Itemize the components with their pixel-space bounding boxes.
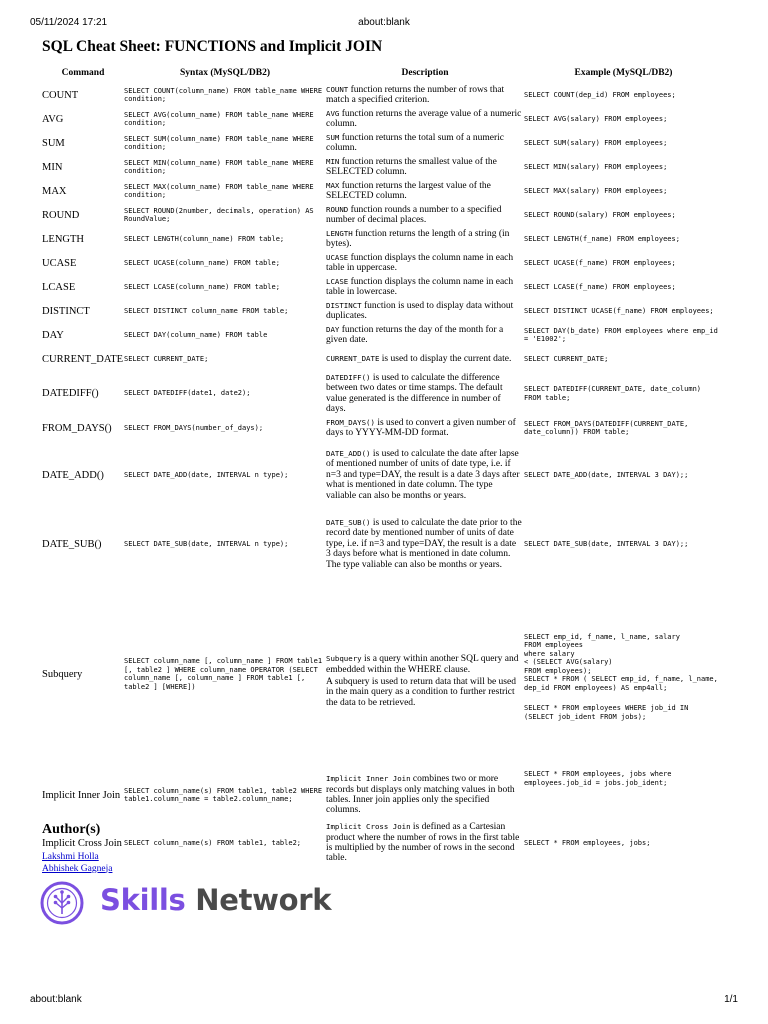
column-header-command: Command — [61, 68, 105, 78]
description-cell — [326, 323, 524, 347]
syntax-cell: SELECT column_name(s) FROM table1, table2 WHERE table1.column_name = table2.column_name; — [124, 786, 323, 803]
example-cell: SELECT LENGTH(f_name) FROM employees; — [524, 234, 680, 243]
description-cell: A subquery is used to return data that will be used in the main query as a condition to further restrict the data to be retrieved. — [326, 677, 516, 708]
description-code: DAY — [326, 324, 340, 334]
description-cell — [326, 83, 524, 107]
table-row — [42, 371, 723, 416]
description-text: combines two or more records but displays only matching values in both tables. Inner join applies only the specified columns. — [326, 774, 515, 816]
description-text: is used to display the current date. — [379, 353, 512, 364]
syntax-cell: SELECT column_name(s) FROM table1, table2; — [124, 838, 302, 847]
footer-url: about:blank — [30, 994, 82, 1005]
syntax-cell: SELECT DAY(column_name) FROM table — [124, 330, 268, 339]
syntax-cell: SELECT MAX(column_name) FROM table_name WHERE condition; — [124, 182, 314, 199]
syntax-cell: SELECT MIN(column_name) FROM table_name WHERE condition; — [124, 158, 314, 175]
description-cell — [326, 131, 524, 155]
description-code: ROUND — [326, 204, 349, 214]
syntax-cell: SELECT DISTINCT column_name FROM table; — [124, 306, 289, 315]
command-cell: Subquery — [42, 668, 83, 680]
command-cell: DATEDIFF() — [42, 388, 99, 399]
syntax-cell: SELECT ROUND(2number, decimals, operation) AS RoundValue; — [124, 206, 314, 223]
description-code: DATE_SUB() — [326, 517, 371, 527]
example-cell: SELECT MAX(salary) FROM employees; — [524, 186, 668, 195]
syntax-cell: SELECT AVG(column_name) FROM table_name WHERE condition; — [124, 110, 314, 127]
description-cell — [326, 155, 524, 179]
example-cell: SELECT DATE_SUB(date, INTERVAL 3 DAY);; — [524, 539, 689, 548]
description-text: function returns the length of a string (in bytes). — [326, 228, 510, 249]
description-cell — [326, 275, 524, 299]
command-cell: DAY — [42, 329, 64, 341]
description-text: function returns the smallest value of the SELECTED column. — [326, 156, 497, 177]
skills-network-logo-icon — [40, 881, 84, 925]
example-cell: SELECT DAY(b_date) FROM employees where emp_id = 'E1002'; — [524, 326, 718, 343]
table-row — [42, 251, 723, 275]
table-header-row — [42, 66, 723, 83]
example-cell: SELECT FROM_DAYS(DATEDIFF(CURRENT_DATE, date_column)) FROM table; — [524, 419, 689, 436]
description-cell — [326, 770, 524, 820]
syntax-cell: SELECT SUM(column_name) FROM table_name WHERE condition; — [124, 134, 314, 151]
command-cell: SUM — [42, 137, 65, 149]
description-code: Subquery — [326, 654, 362, 664]
author-link-abhishek-gagneja[interactable]: Abhishek Gagneja — [42, 863, 113, 874]
print-header — [30, 17, 738, 31]
table-body — [42, 83, 723, 866]
description-cell — [326, 510, 524, 578]
description-text: function rounds a number to a specified number of decimal places. — [326, 204, 502, 225]
table-row — [42, 440, 723, 510]
description-code: LENGTH — [326, 228, 353, 238]
command-cell: DATE_SUB() — [42, 538, 102, 550]
description-text: function is used to display data without duplicates. — [326, 300, 514, 321]
command-cell: LENGTH — [42, 233, 84, 245]
description-text: function returns the average value of a numeric column. — [326, 108, 522, 129]
description-code: DATE_ADD() — [326, 448, 371, 458]
table-row-implicit-cross-join — [42, 820, 723, 866]
command-cell: Implicit Inner Join — [42, 789, 121, 801]
description-cell — [326, 179, 524, 203]
print-url: about:blank — [358, 17, 410, 28]
description-cell — [326, 440, 524, 510]
skills-network-wordmark: Skills Network — [100, 883, 332, 917]
table-row — [42, 275, 723, 299]
table-row — [42, 155, 723, 179]
description-code: CURRENT_DATE — [326, 353, 380, 363]
table-row — [42, 299, 723, 323]
description-text: function displays the column name in each table in lowercase. — [326, 276, 514, 297]
command-cell: UCASE — [42, 257, 77, 269]
description-text: function returns the largest value of the SELECTED column. — [326, 180, 491, 201]
syntax-cell: SELECT column_name [, column_name ] FROM table1 [, table2 ] WHERE column_name OPERATOR (SELECT column_name [, column_name ] FROM table1 [, table2 ] [WHERE]) — [124, 657, 323, 691]
description-text: function returns the day of the month for a given date. — [326, 324, 504, 345]
column-header-description: Description — [401, 68, 449, 78]
description-cell — [326, 107, 524, 131]
example-cell: SELECT DISTINCT UCASE(f_name) FROM employees; — [524, 306, 714, 315]
syntax-cell: SELECT LCASE(column_name) FROM table; — [124, 282, 280, 291]
description-text: is a query within another SQL query and embedded within the WHERE clause. — [326, 654, 519, 675]
description-cell — [326, 227, 524, 251]
example-line: FROM employees — [524, 641, 584, 649]
example-line: SELECT emp_id, f_name, l_name, salary — [524, 632, 680, 641]
example-text: SELECT * FROM employees WHERE job_id IN (SELECT job_ident FROM jobs); — [524, 704, 689, 721]
table-row — [42, 323, 723, 347]
example-cell: SELECT AVG(salary) FROM employees; — [524, 114, 668, 123]
description-code: MIN — [326, 156, 340, 166]
command-cell: ROUND — [42, 209, 80, 221]
syntax-cell: SELECT FROM_DAYS(number_of_days); — [124, 423, 264, 432]
command-cell: DATE_ADD() — [42, 469, 104, 481]
syntax-cell: SELECT COUNT(column_name) FROM table_name WHERE condition; — [124, 86, 323, 103]
description-code: Implicit Cross Join — [326, 822, 411, 832]
command-cell: COUNT — [42, 89, 79, 101]
example-cell: SELECT * FROM employees, jobs where employees.job_id = jobs.job_ident; — [524, 770, 672, 787]
column-header-example: Example (MySQL/DB2) — [574, 68, 673, 78]
description-cell — [326, 251, 524, 275]
table-row — [42, 227, 723, 251]
example-cell: SELECT DATE_ADD(date, INTERVAL 3 DAY);; — [524, 470, 689, 479]
table-row — [42, 131, 723, 155]
description-code: Implicit Inner Join — [326, 774, 411, 784]
example-cell: SELECT COUNT(dep_id) FROM employees; — [524, 90, 676, 99]
command-cell: MAX — [42, 185, 67, 197]
table-row — [42, 203, 723, 227]
table-row — [42, 416, 723, 440]
description-code: COUNT — [326, 84, 349, 94]
example-line: < (SELECT AVG(salary) — [524, 658, 613, 666]
description-cell — [326, 820, 524, 866]
table-row-implicit-inner-join — [42, 770, 723, 820]
description-cell — [326, 299, 524, 323]
description-code: DATEDIFF() — [326, 372, 371, 382]
description-text: is used to calculate the date after lapse of mentioned number of units of date type, i.e. if n=3 and type=DAY, the result is a date 3 days after what is mentioned in date column. The type valiable can also be months or years. — [326, 448, 520, 501]
description-cell — [326, 347, 524, 371]
command-cell: FROM_DAYS() — [42, 422, 112, 434]
example-cell — [524, 675, 723, 770]
description-text: is used to convert a given number of days to YYYY-MM-DD format. — [326, 417, 516, 438]
page-title: SQL Cheat Sheet: FUNCTIONS and Implicit JOIN — [42, 38, 383, 55]
command-cell: CURRENT_DATE — [42, 353, 124, 365]
cheat-sheet-table — [42, 66, 723, 866]
table-row — [42, 510, 723, 578]
description-text: function returns the total sum of a numeric column. — [326, 132, 504, 153]
command-cell: MIN — [42, 161, 63, 173]
example-cell — [524, 578, 723, 675]
description-cell — [326, 578, 524, 675]
description-code: AVG — [326, 108, 340, 118]
description-text: is used to calculate the difference between two dates or time stamps. The default value generated is the difference in number of days. — [326, 372, 503, 414]
skills-network-logo — [40, 880, 730, 926]
command-cell: LCASE — [42, 281, 76, 293]
table-row — [42, 83, 723, 107]
command-cell: Implicit Cross Join — [42, 837, 122, 849]
description-code: LCASE — [326, 276, 349, 286]
syntax-cell: SELECT DATEDIFF(date1, date2); — [124, 389, 251, 398]
print-timestamp: 05/11/2024 17:21 — [30, 17, 108, 28]
authors-heading: Author(s) — [42, 822, 101, 837]
page-number: 1/1 — [724, 994, 738, 1005]
table-row — [42, 347, 723, 371]
description-cell — [326, 203, 524, 227]
description-text: function displays the column name in each table in uppercase. — [326, 252, 514, 273]
description-code: MAX — [326, 180, 340, 190]
column-header-syntax: Syntax (MySQL/DB2) — [180, 68, 270, 78]
print-footer — [30, 994, 738, 1008]
command-cell: AVG — [42, 113, 64, 125]
table-row — [42, 107, 723, 131]
example-cell: SELECT SUM(salary) FROM employees; — [524, 138, 668, 147]
description-code: UCASE — [326, 252, 349, 262]
example-cell: SELECT LCASE(f_name) FROM employees; — [524, 282, 676, 291]
description-text: function returns the number of rows that match a specified criterion. — [326, 84, 505, 105]
description-cell — [326, 416, 524, 440]
description-code: SUM — [326, 132, 340, 142]
example-text: SELECT * FROM ( SELECT emp_id, f_name, l_name, dep_id FROM employees) AS emp4all; — [524, 675, 718, 692]
description-code: FROM_DAYS() — [326, 417, 375, 427]
table-row — [42, 179, 723, 203]
syntax-cell: SELECT DATE_ADD(date, INTERVAL n type); — [124, 470, 289, 479]
syntax-cell: SELECT CURRENT_DATE; — [124, 354, 209, 363]
description-code: DISTINCT — [326, 300, 362, 310]
example-line: where salary — [524, 649, 575, 658]
syntax-cell: SELECT DATE_SUB(date, INTERVAL n type); — [124, 539, 289, 548]
table-row-subquery — [42, 578, 723, 675]
author-list — [42, 852, 112, 875]
description-cell — [326, 371, 524, 416]
syntax-cell: SELECT LENGTH(column_name) FROM table; — [124, 234, 285, 243]
example-cell: SELECT ROUND(salary) FROM employees; — [524, 210, 676, 219]
example-cell: SELECT CURRENT_DATE; — [524, 354, 609, 363]
description-text: is defined as a Cartesian product where the number of rows in the first table is multiplied by the number of rows in the second table. — [326, 822, 520, 864]
syntax-cell: SELECT UCASE(column_name) FROM table; — [124, 258, 280, 267]
command-cell: DISTINCT — [42, 305, 90, 317]
example-cell: SELECT UCASE(f_name) FROM employees; — [524, 258, 676, 267]
example-cell: SELECT * FROM employees, jobs; — [524, 838, 651, 847]
description-text: is used to calculate the date prior to the record date by mentioned number of units of date type, i.e. if n=3 and type=DAY, the result is a date 3 days before what is mentioned in date column. The type valiable can also be months or years. — [326, 517, 522, 570]
example-cell: SELECT MIN(salary) FROM employees; — [524, 162, 668, 171]
example-cell: SELECT DATEDIFF(CURRENT_DATE, date_column) FROM table; — [524, 385, 702, 402]
author-link-lakshmi-holla[interactable]: Lakshmi Holla — [42, 852, 99, 862]
example-line: FROM employees); — [524, 666, 592, 675]
